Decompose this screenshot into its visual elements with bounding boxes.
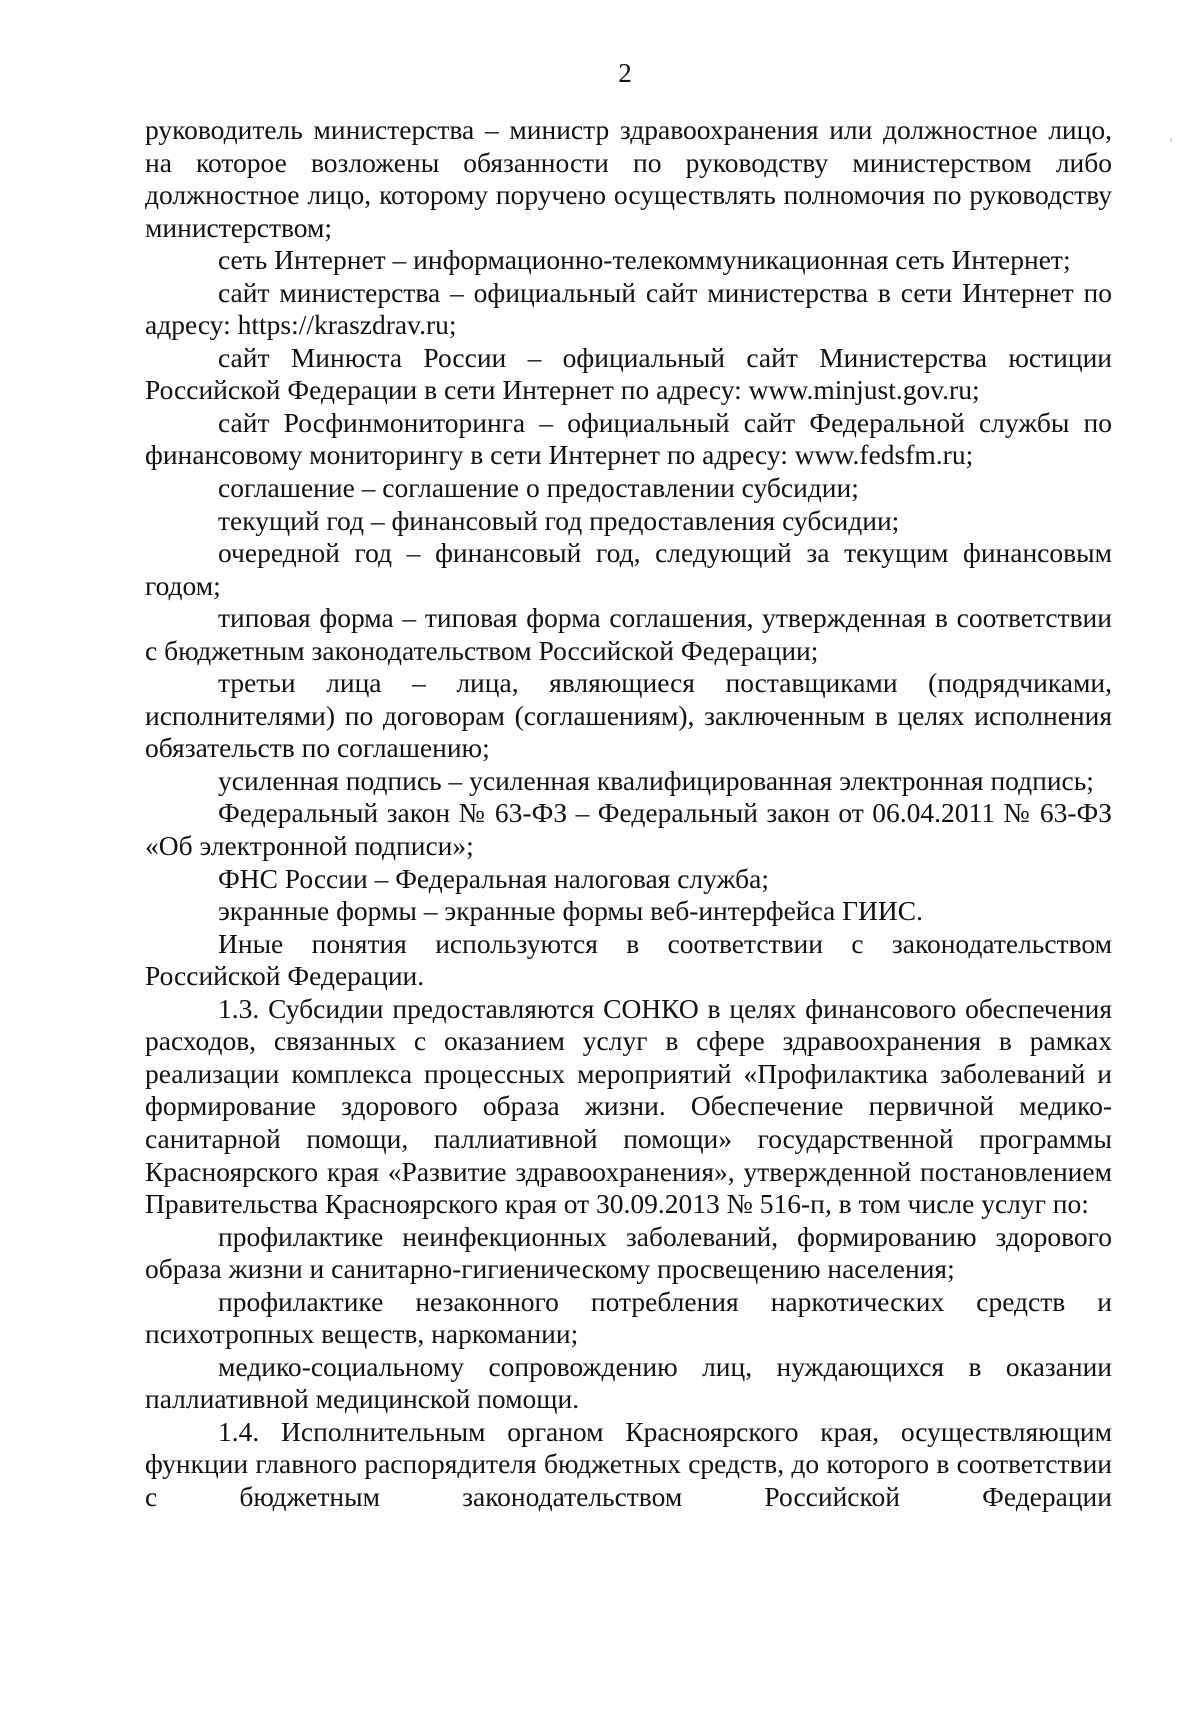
paragraph-third-parties-definition: третьи лица – лица, являющиеся поставщиками (подрядчиками, исполнителями) по договорам (соглашениям), заключенным в целях исполнения обязательств по соглашению; (145, 667, 1112, 764)
paragraph-prevention-noncommunicable: профилактике неинфекционных заболеваний, формированию здорового образа жизни и санитарно-гигиеническому просвещению населения; (145, 1220, 1112, 1285)
paragraph-clause-1-4: 1.4. Исполнительным органом Красноярского края, осуществляющим функции главного распорядителя бюджетных средств, до которого в соответствии с бюджетным законодательством Российской Федерации (145, 1415, 1112, 1512)
paragraph-ministry-site-definition: сайт министерства – официальный сайт министерства в сети Интернет по адресу: https://kraszdrav.ru; (145, 276, 1112, 341)
paragraph-next-year-definition: очередной год – финансовый год, следующий за текущим финансовым годом; (145, 537, 1112, 601)
paragraph-enhanced-signature-definition: усиленная подпись – усиленная квалифицированная электронная подпись; (218, 764, 1094, 796)
paragraph-minister-definition: руководитель министерства – министр здравоохранения или должностное лицо, на которое возложены обязанности по руководству министерством либо должностное лицо, которому поручено осуществлять полномочия по руководству министерством; (145, 114, 1112, 243)
paragraph-minjust-site-definition: сайт Минюста России – официальный сайт Министерства юстиции Российской Федерации в сети Интернет по адресу: www.minjust.gov.ru; (145, 341, 1112, 406)
paragraph-agreement-definition: соглашение – соглашение о предоставлении субсидии; (218, 472, 859, 504)
paragraph-clause-1-3: 1.3. Субсидии предоставляются СОНКО в целях финансового обеспечения расходов, связанных с оказанием услуг в сфере здравоохранения в рамках реализации комплекса процессных мероприятий «Профилактика заболеваний и формирование здорового образа жизни. Обеспечение первичной медико-санитарной помощи, паллиативной помощи» государственной программы Красноярского края «Развитие здравоохранения», утвержденной постановлением Правительства Красноярского края от 30.09.2013 № 516-п, в том числе услуг по: (145, 992, 1112, 1220)
scan-artifact (1170, 138, 1172, 142)
paragraph-internet-definition: сеть Интернет – информационно-телекоммуникационная сеть Интернет; (218, 244, 1071, 276)
paragraph-palliative-support: медико-социальному сопровождению лиц, нуждающихся в оказании паллиативной медицинской помощи. (145, 1350, 1112, 1415)
paragraph-other-terms: Иные понятия используются в соответствии с законодательством Российской Федерации. (145, 927, 1112, 992)
document-body (145, 114, 1112, 1514)
page-number: 2 (618, 58, 632, 88)
paragraph-prevention-drugs: профилактике незаконного потребления наркотических средств и психотропных веществ, наркомании; (145, 1285, 1112, 1350)
paragraph-standard-form-definition: типовая форма – типовая форма соглашения, утвержденная в соответствии с бюджетным законодательством Российской Федерации; (145, 602, 1112, 666)
paragraph-current-year-definition: текущий год – финансовый год предоставления субсидии; (218, 504, 900, 536)
paragraph-fns-definition: ФНС России – Федеральная налоговая служба; (218, 862, 769, 894)
paragraph-rosfinmonitoring-site-definition: сайт Росфинмониторинга – официальный сайт Федеральной службы по финансовому мониторингу в сети Интернет по адресу: www.fedsfm.ru; (145, 406, 1112, 471)
paragraph-screen-forms-definition: экранные формы – экранные формы веб-интерфейса ГИИС. (218, 895, 923, 927)
paragraph-federal-law-definition: Федеральный закон № 63-ФЗ – Федеральный закон от 06.04.2011 № 63-ФЗ «Об электронной подписи»; (145, 797, 1112, 862)
